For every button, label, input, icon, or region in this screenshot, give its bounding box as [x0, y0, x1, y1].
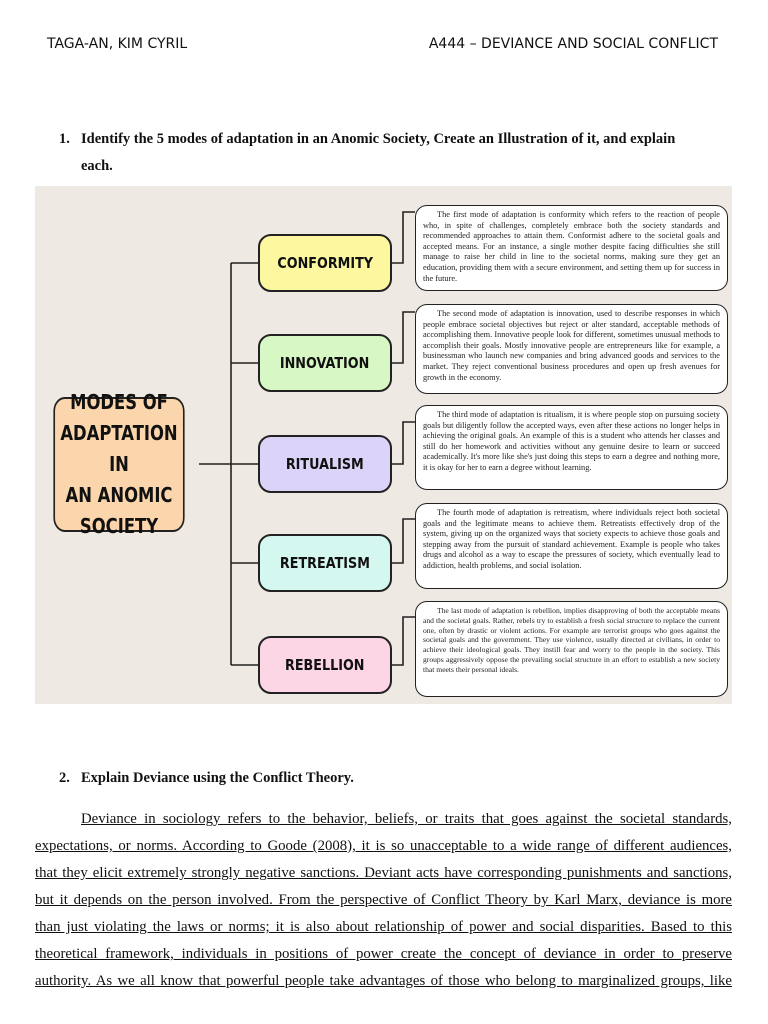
- main-title-box: [53, 390, 184, 538]
- mode-label: REBELLION: [285, 656, 365, 674]
- header-author: TAGA-AN, KIM CYRIL: [47, 36, 188, 52]
- main-title-line: SOCIETY: [79, 514, 159, 538]
- paragraph-line: than just violating the laws or norms; it is also about relationship of power and social disparities. Based to this: [35, 919, 732, 935]
- paragraph-line: authority. As we all know that powerful people take advantages of those who belong to marginalized groups, like: [35, 973, 732, 989]
- ritualism-description: The third mode of adaptation is ritualism, it is where people stop on pursuing society goals but diligently follow the accepted ways, even after these actions no longer helps in achieving the original goals. An example of this is a student who attends her classes and still do her homework and activities without any genuine desire to learn or succeed academically. It's more like she's just doing this steps to earn a degree and nothing more, it is okay for her to earn a degree without learning.: [415, 405, 728, 490]
- paragraph-line: expectations, or norms. According to Goode (2008), it is so unacceptable to a wide range of different audiences,: [35, 838, 732, 854]
- mode-retreatism-box: [258, 534, 392, 592]
- question-2-number: 2.: [59, 770, 70, 786]
- mode-label: RITUALISM: [286, 455, 364, 473]
- question-1-number: 1.: [59, 131, 70, 147]
- conformity-description: The first mode of adaptation is conformity which refers to the reaction of people who, in spite of challenges, completely embrace both the society standards and recommended approaches to attain them. Conformist adhere to the societal goals and accepted means. For an instance, a single mother despite facing difficulties she still manage to raise her child in line to the societal norms, making sure they get an education, providing them with a secure environment, and setting them up for success in the future.: [415, 205, 728, 291]
- paragraph-line: that they elicit extremely strongly negative sanctions. Deviant acts have corresponding punishments and sanctions,: [35, 865, 732, 881]
- paragraph-line: Deviance in sociology refers to the behavior, beliefs, or traits that goes against the societal standards,: [81, 811, 732, 827]
- innovation-description: The second mode of adaptation is innovation, used to describe responses in which people embrace societal objectives but reject or alter standard, acceptable methods of accomplishing them. Innovative people look for different, sometimes unusual methods to accomplish their goals. Mostly innovative people are entrepreneurs like for example, a businessman who launch new companies and bring advanced goods and services to the market. They reject conventional business procedures and open up fresh avenues for growth in the economy.: [415, 304, 728, 394]
- question-2: [59, 770, 354, 787]
- rebellion-description: The last mode of adaptation is rebellion, implies disapproving of both the acceptable means and the societal goals. Rather, rebels try to establish a fresh social structure to replace the current one, often by drastic or violent actions. For example are terrorist groups who goes against the societal goals and the government. They use violence, usually directed at civilians, in order to achieve their ideological goals. They instill fear and worry to the people in the society. This groups aggressively oppose the prevailing social structure in an effort to establish a new society that meets their personal ideals.: [415, 601, 728, 697]
- main-title-line: ADAPTATION IN: [60, 421, 178, 476]
- question-1-text-continued: each.: [81, 158, 113, 174]
- modes-of-adaptation-figure: [35, 186, 732, 704]
- paragraph-line: but it depends on the person involved. From the perspective of Conflict Theory by Karl Marx, deviance is more: [35, 892, 732, 908]
- question-1-text: Identify the 5 modes of adaptation in an Anomic Society, Create an Illustration of it, and explain: [81, 131, 676, 147]
- mode-label: INNOVATION: [280, 354, 370, 372]
- question-2-text: Explain Deviance using the Conflict Theory.: [81, 770, 354, 786]
- main-title-line: AN ANOMIC: [65, 483, 173, 507]
- main-title-line: MODES OF: [70, 390, 168, 414]
- mode-label: CONFORMITY: [277, 254, 373, 272]
- retreatism-description: The fourth mode of adaptation is retreatism, where individuals reject both societal goals and the legitimate means to achieve them. Retreatists effectively drop of the system, giving up on the organized ways that society expects to achieve those goals and stepping away from the pursuit of standard achievement. Example is people who takes drugs and alcohol as a way to escape the pressures of society, which eventually lead to addiction, health problems, and social isolation.: [415, 503, 728, 589]
- question-1: [59, 126, 709, 180]
- mode-ritualism-box: [258, 435, 392, 493]
- mode-conformity-box: [258, 234, 392, 292]
- header-course: A444 – DEVIANCE AND SOCIAL CONFLICT: [428, 36, 718, 52]
- mode-rebellion-box: [258, 636, 392, 694]
- mode-label: RETREATISM: [280, 554, 370, 572]
- mode-innovation-box: [258, 334, 392, 392]
- answer-2-paragraph: [35, 806, 732, 995]
- paragraph-line: theoretical framework, individuals in positions of power create the concept of deviance in order to preserve: [35, 946, 732, 962]
